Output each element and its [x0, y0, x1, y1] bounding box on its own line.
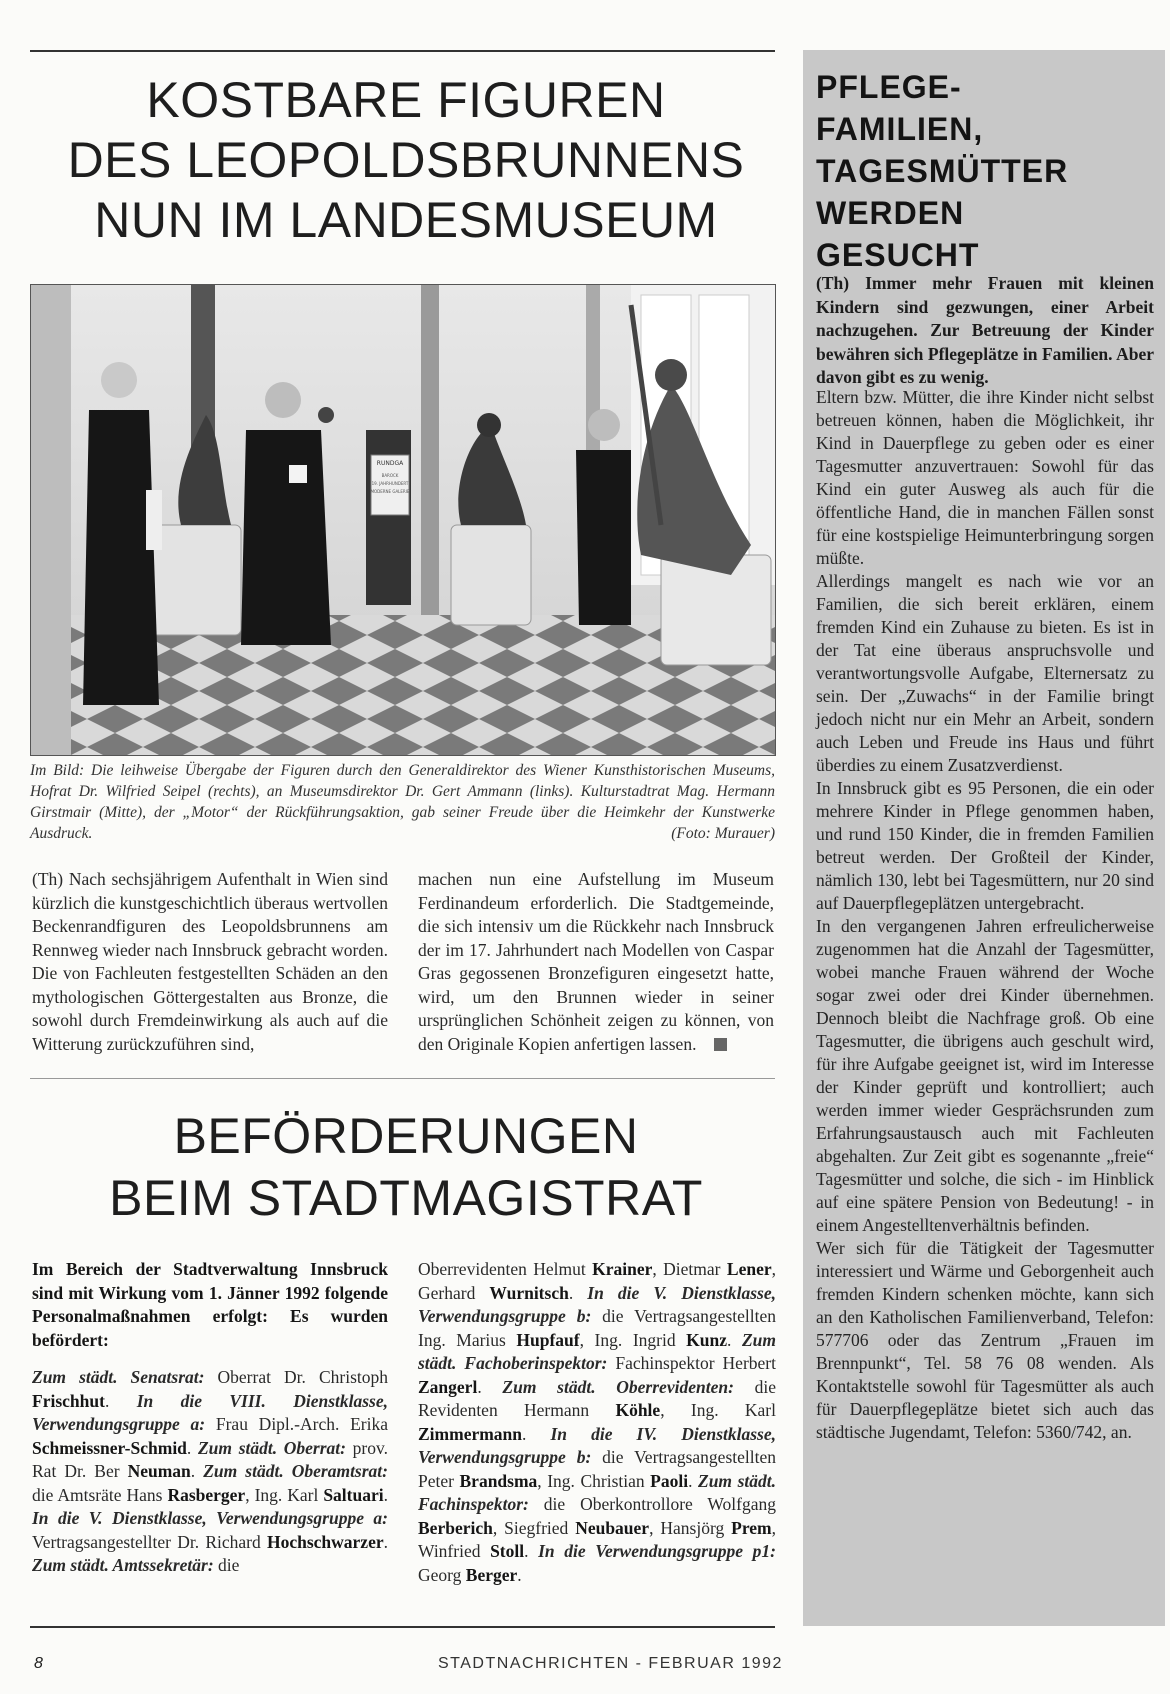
photo-caption: [30, 760, 775, 844]
photo-credit: (Foto: Murauer): [671, 825, 775, 842]
promotion-text: Vertragsangestellter Dr. Richard: [32, 1531, 267, 1552]
article-photo: [30, 284, 776, 756]
sidebar-body: [816, 386, 1154, 1444]
promotion-text: .: [477, 1376, 503, 1397]
sidebar-paragraph: In den vergangenen Jahren erfreulicherweise zugenommen hat die Anzahl der Tagesmütter, wobei manche Frauen während der Woche sogar zwei oder drei Kinder übernehmen. Dennoch bleibt die Nachfrage groß. Ob eine Tagesmutter, die übrigens auch geschult wird, für ihre Aufgabe geeignet ist, wird im Interesse der Kinder geprüft und kontrolliert; auch werden immer wieder Gesprächsrunden zum Erfahrungsaustausch auch mit Fachleuten abgehalten. Zur Zeit gibt es sogenannte „freie“ Tagesmütter und solche, die sich - im Hinblick auf eine spätere Pension von Bedeutung! - in einem Angestelltenverhältnis befinden.: [816, 916, 1154, 1235]
caption-text: Im Bild: Die leihweise Übergabe der Figuren durch den Generaldirektor des Wiener Kunsthistorischen Museums, Hofrat Dr. Wilfried Seipel (rechts), an Museumsdirektor Dr. Gert Ammann (links). Kulturstadtrat Mag. Hermann Girstmair (Mitte), der „Motor“ der Rückführungsaktion, gab seiner Freude über die Heimkehr der Kunstwerke Ausdruck.: [30, 762, 775, 842]
promotion-text: die Amtsräte Hans: [32, 1484, 168, 1505]
promotion-text: Fachinspektor Herbert: [607, 1353, 776, 1373]
promoted-name: Rasberger: [167, 1484, 246, 1505]
promotion-rank: Zum städt. Oberamtsrat:: [203, 1461, 388, 1481]
promotion-text: die Oberkontrollore Wolfgang: [528, 1494, 776, 1514]
promotion-text: die Vertragsangestellten Ing. Marius: [418, 1306, 776, 1350]
bottom-rule: [30, 1626, 775, 1628]
promotion-text: , Ing. Karl: [245, 1484, 324, 1505]
museum-photo-illustration: [31, 285, 775, 755]
svg-text:MODERNE GALERIE: MODERNE GALERIE: [370, 489, 410, 494]
photo-sign: [371, 455, 410, 515]
promoted-name: Wurnitsch: [489, 1282, 569, 1303]
promoted-name: Hupfauf: [516, 1329, 580, 1350]
promoted-name: Frischhut: [32, 1390, 105, 1411]
promoted-name: Paoli: [650, 1470, 689, 1491]
page-number: 8: [34, 1655, 43, 1672]
promotion-text: .: [190, 1461, 204, 1481]
promotion-rank: In die V. Dienstklasse, Verwendungsgruppe a:: [32, 1508, 388, 1528]
article2-body-left: [32, 1258, 388, 1592]
promoted-name: Prem: [731, 1517, 772, 1538]
promotion-text: Oberrevidenten Helmut: [418, 1259, 593, 1279]
top-rule: [30, 50, 775, 52]
article1-body-right-text: machen nun eine Aufstellung im Museum Ferdinandeum erforderlich. Die Stadtgemeinde, die sich intensiv um die Rückkehr nach Innsbruck der im 17. Jahrhundert nach Modellen von Caspar Gras gegossenen Bronzefiguren eingesetzt hatte, wird, um den Brunnen wieder in seiner ursprünglichen Schönheit zeigen zu können, von den Originale Kopien anfertigen lassen.: [418, 869, 774, 1054]
promotion-text: die: [213, 1555, 240, 1575]
promoted-name: Köhle: [615, 1400, 661, 1420]
promotion-rank: Zum städt. Fachoberinspektor:: [418, 1329, 776, 1373]
promotion-text: die Vertragsangestellten Peter: [418, 1447, 776, 1491]
promotion-rank: In die VIII. Dienstklasse, Verwendungsgruppe a:: [32, 1390, 388, 1434]
promotion-text: .: [104, 1390, 137, 1411]
sidebar-headline: PFLEGE- FAMILIEN, TAGESMÜTTER WERDEN GESUCHT: [816, 69, 1069, 273]
promotion-text: .: [688, 1470, 698, 1491]
article2-body-right: [418, 1258, 776, 1587]
promotion-rank: In die IV. Dienstklasse, Verwendungsgruppe b:: [418, 1423, 777, 1467]
promotion-rank: Zum städt. Amtssekretär:: [32, 1555, 214, 1575]
end-of-article-mark: [714, 1038, 727, 1051]
promotion-text: Frau Dipl.-Arch. Erika: [205, 1414, 388, 1434]
promoted-name: Berger: [465, 1564, 518, 1585]
promotion-text: .: [517, 1564, 522, 1585]
promoted-name: Brandsma: [459, 1470, 538, 1491]
promoted-name: Lener: [726, 1259, 772, 1279]
promoted-name: Neuman: [127, 1461, 191, 1481]
promotion-rank: Zum städt. Fachinspektor:: [418, 1470, 776, 1514]
promoted-name: Zangerl: [418, 1376, 478, 1397]
promotion-rank: In die V. Dienstklasse, Verwendungsgruppe b:: [418, 1282, 777, 1326]
article1-headline: KOSTBARE FIGUREN DES LEOPOLDSBRUNNENS NUN IM LANDESMUSEUM: [67, 72, 745, 248]
publication-name: STADTNACHRICHTEN - FEBRUAR 1992: [438, 1655, 783, 1672]
promotion-text: , Hansjörg: [649, 1517, 732, 1538]
article1-body-right: [418, 868, 774, 1056]
promotion-text: .: [383, 1531, 388, 1552]
promotion-text: , Ing. Ingrid: [579, 1329, 687, 1350]
promotion-text: , Dietmar: [652, 1259, 727, 1279]
promotions-list-right: [418, 1258, 776, 1587]
promotion-rank: Zum städt. Senatsrat:: [32, 1367, 205, 1387]
promotion-text: .: [524, 1541, 539, 1561]
promotion-text: , Gerhard: [418, 1259, 776, 1303]
promotion-text: .: [383, 1484, 388, 1505]
promoted-name: Hochschwarzer: [266, 1531, 384, 1552]
promotion-rank: Zum städt. Oberrat:: [197, 1437, 346, 1458]
promotion-text: Oberrat Dr. Christoph: [204, 1367, 388, 1387]
svg-text:BAROCK: BAROCK: [381, 473, 399, 478]
promoted-name: Krainer: [592, 1259, 653, 1279]
promoted-name: Berberich: [418, 1517, 493, 1538]
promoted-name: Kunz: [686, 1329, 728, 1350]
svg-text:RUNDGA: RUNDGA: [376, 460, 404, 467]
mid-rule: [30, 1078, 775, 1079]
promotion-rank: In die Verwendungsgruppe p1:: [538, 1541, 776, 1561]
article2-headline: BEFÖRDERUNGEN BEIM STADTMAGISTRAT: [109, 1108, 703, 1226]
promoted-name: Stoll: [490, 1541, 525, 1561]
promotion-text: , Ing. Christian: [537, 1470, 651, 1491]
promotion-text: Georg: [418, 1564, 466, 1585]
sidebar-paragraph: Wer sich für die Tätigkeit der Tagesmutter interessiert und Wärme und Geborgenheit auch fremden Kindern schenken möchte, kann sich an den Katholischen Familienverband, Telefon: 577706 oder das Zentrum „Frauen im Brennpunkt“, Tel. 58 76 08 wenden. Als Kontaktstelle sowohl für Tagesmütter als auch für Dauerpflegeplätze bietet sich auch das städtische Jugendamt, Telefon: 5360/742, an.: [816, 1238, 1154, 1442]
promotion-text: .: [186, 1437, 198, 1458]
promotion-text: , Winfried: [418, 1517, 776, 1561]
sidebar-lead: (Th) Immer mehr Frauen mit kleinen Kindern sind gezwungen, einer Arbeit nachzugehen. Zur Betreuung der Kinder bewähren sich Pflegeplätze in Familien. Aber davon gibt es zu wenig.: [816, 273, 1154, 387]
svg-text:19. JAHRHUNDERT: 19. JAHRHUNDERT: [371, 481, 409, 486]
promotion-rank: Zum städt. Oberrevidenten:: [502, 1376, 734, 1397]
promotion-text: , Ing. Karl: [660, 1400, 776, 1420]
article1-body-left: (Th) Nach sechsjährigem Aufenthalt in Wien sind kürzlich die kunstgeschichtlich überaus wertvollen Beckenrandfiguren des Leopoldsbrunnens am Rennweg wieder nach Innsbruck gebracht worden. Die von Fachleuten festgestellten Schäden an den mythologischen Göttergestalten aus Bronze, die sowohl durch Fremdeinwirkung als auch auf die Witterung zurückzuführen sind,: [32, 869, 388, 1054]
promotion-text: .: [727, 1329, 742, 1350]
promoted-name: Neubauer: [575, 1517, 650, 1538]
sidebar-paragraph: Eltern bzw. Mütter, die ihre Kinder nicht selbst betreuen können, haben die Möglichkeit, ihr Kind in Dauerpflege zu geben oder es einer Tagesmutter anzuvertrauen: Sowohl für das Kind ein guter Ausweg als auch für die öffentliche Hand, die in manchen Fällen sonst für eine kostspielige Heimunterbringung sorgen müßte.: [816, 387, 1154, 568]
promoted-name: Zimmermann: [418, 1423, 523, 1444]
promotion-text: prov. Rat Dr. Ber: [32, 1437, 388, 1481]
promotion-text: , Siegfried: [492, 1517, 576, 1538]
promotion-text: die Revidenten Hermann: [418, 1376, 777, 1420]
sidebar-paragraph: Allerdings mangelt es nach wie vor an Familien, die sich bereit erklären, einem fremden Kind ein Zuhause zu bieten. Es ist in der Tat eine überaus anspruchsvolle und verantwortungsvolle Aufgabe, Elternersatz zu sein. Der „Zuwachs“ in der Familie bringt jedoch nicht nur ein Mehr an Arbeit, sondern auch Leben und Freude ins Haus und führt überdies zu einem Zusatzverdienst.: [816, 571, 1154, 775]
promotion-text: .: [522, 1423, 551, 1444]
promoted-name: Saltuari: [323, 1484, 384, 1505]
promoted-name: Schmeissner-Schmid: [32, 1437, 187, 1458]
promotion-text: .: [568, 1282, 588, 1303]
article2-lead: Im Bereich der Stadtverwaltung Innsbruck sind mit Wirkung vom 1. Jänner 1992 folgende Personalmaßnahmen erfolgt: Es wurden befördert:: [32, 1259, 388, 1350]
promotions-list-left: [32, 1366, 388, 1578]
sidebar-paragraph: In Innsbruck gibt es 95 Personen, die ein oder mehrere Kinder in Pflege genommen haben, und rund 150 Kinder, die in fremden Familien betreut werden. Der Großteil der Kinder, nämlich 130, lebt bei Tagesmüttern, nur 20 sind auf Dauerpflegeplätzen untergebracht.: [816, 778, 1154, 913]
